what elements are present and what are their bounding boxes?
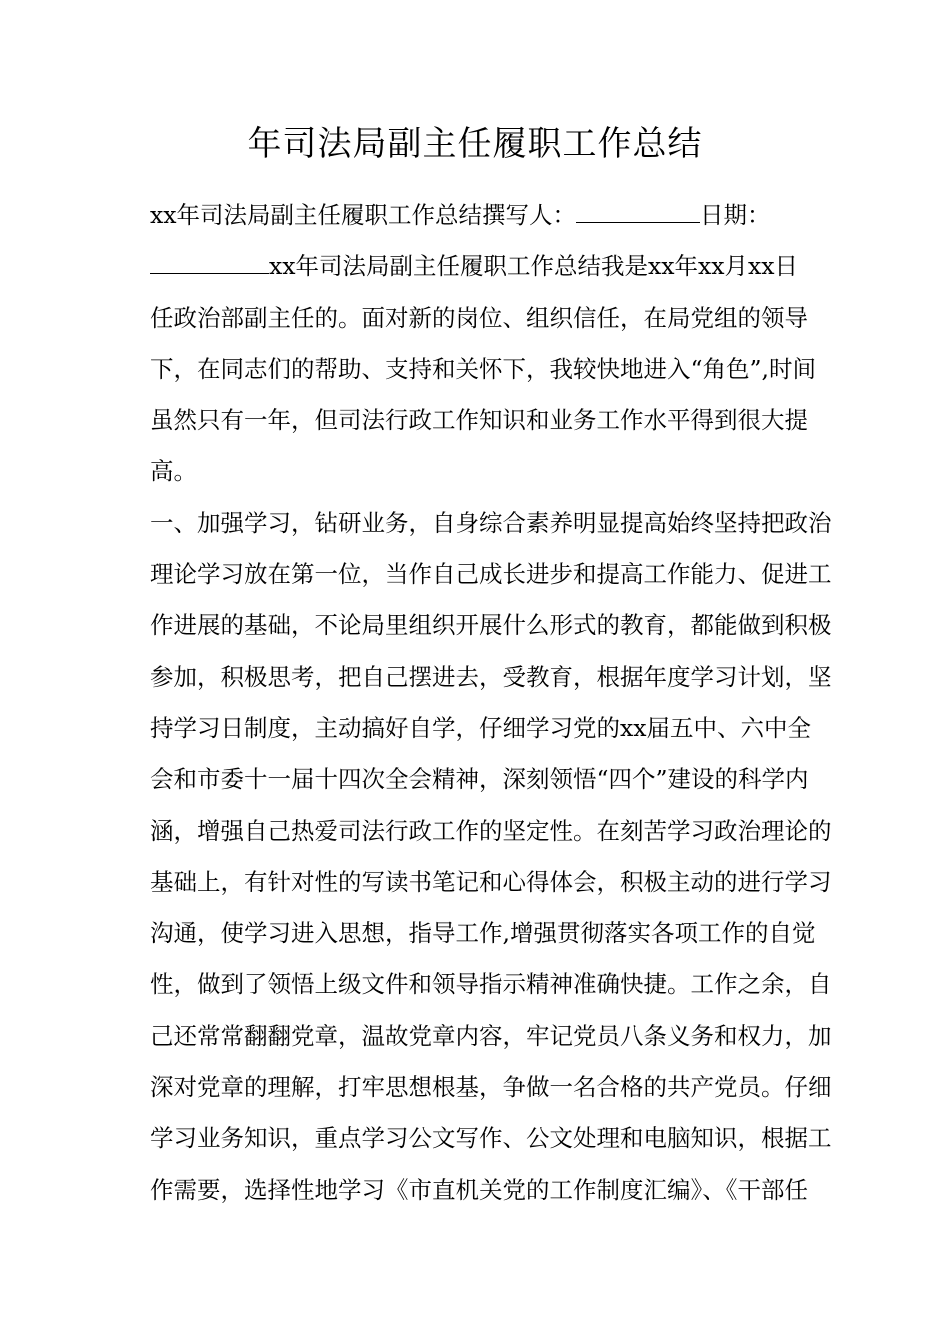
document-body	[150, 190, 832, 1216]
body-line: 参加，积极思考，把自己摆进去，受教育，根据年度学习计划，坚	[150, 662, 832, 691]
author-label: xx年司法局副主任履职工作总结撰写人：	[150, 201, 577, 229]
body-line: 高。	[150, 457, 197, 486]
body-line: 学习业务知识，重点学习公文写作、公文处理和电脑知识，根据工	[150, 1124, 832, 1153]
body-line: 涵，增强自己热爱司法行政工作的坚定性。在刻苦学习政治理论的	[150, 816, 832, 845]
body-line: 虽然只有一年，但司法行政工作知识和业务工作水平得到很大提	[150, 406, 808, 435]
body-line: 性，做到了领悟上级文件和领导指示精神准确快捷。工作之余，自	[150, 970, 832, 999]
body-line: 持学习日制度，主动搞好自学，仔细学习党的xx届五中、六中全	[150, 713, 812, 742]
body-line: 沟通，使学习进入思想，指导工作,增强贯彻落实各项工作的自觉	[150, 919, 816, 948]
body-line: 一、加强学习，钻研业务，自身综合素养明显提高始终坚持把政治	[150, 508, 832, 537]
date-label: 日期：	[700, 201, 771, 229]
body-line: 任政治部副主任的。面对新的岗位、组织信任，在局党组的领导	[150, 303, 808, 332]
body-line: 作进展的基础，不论局里组织开展什么形式的教育，都能做到积极	[150, 611, 832, 640]
body-line: 下，在同志们的帮助、支持和关怀下，我较快地进入“角色”,时间	[150, 354, 816, 383]
body-line: 深对党章的理解，打牢思想根基，争做一名合格的共产党员。仔细	[150, 1073, 832, 1102]
body-line: 己还常常翻翻党章，温故党章内容，牢记党员八条义务和权力，加	[150, 1021, 832, 1050]
header-line	[150, 190, 810, 241]
document-title: 年司法局副主任履职工作总结	[247, 124, 703, 164]
body-line: 基础上，有针对性的写读书笔记和心得体会，积极主动的进行学习	[150, 867, 832, 896]
body-line: 会和市委十一届十四次全会精神，深刻领悟“四个”建设的科学内	[150, 765, 809, 794]
date-blank	[150, 255, 269, 274]
author-blank	[576, 204, 700, 223]
body-line: 理论学习放在第一位，当作自己成长进步和提高工作能力、促进工	[150, 560, 832, 589]
body-line-text: xx年司法局副主任履职工作总结我是xx年xx月xx日	[269, 252, 799, 281]
body-line: 作需要，选择性地学习《市直机关党的工作制度汇编》、《干部任	[150, 1175, 808, 1204]
body-line	[150, 241, 810, 292]
